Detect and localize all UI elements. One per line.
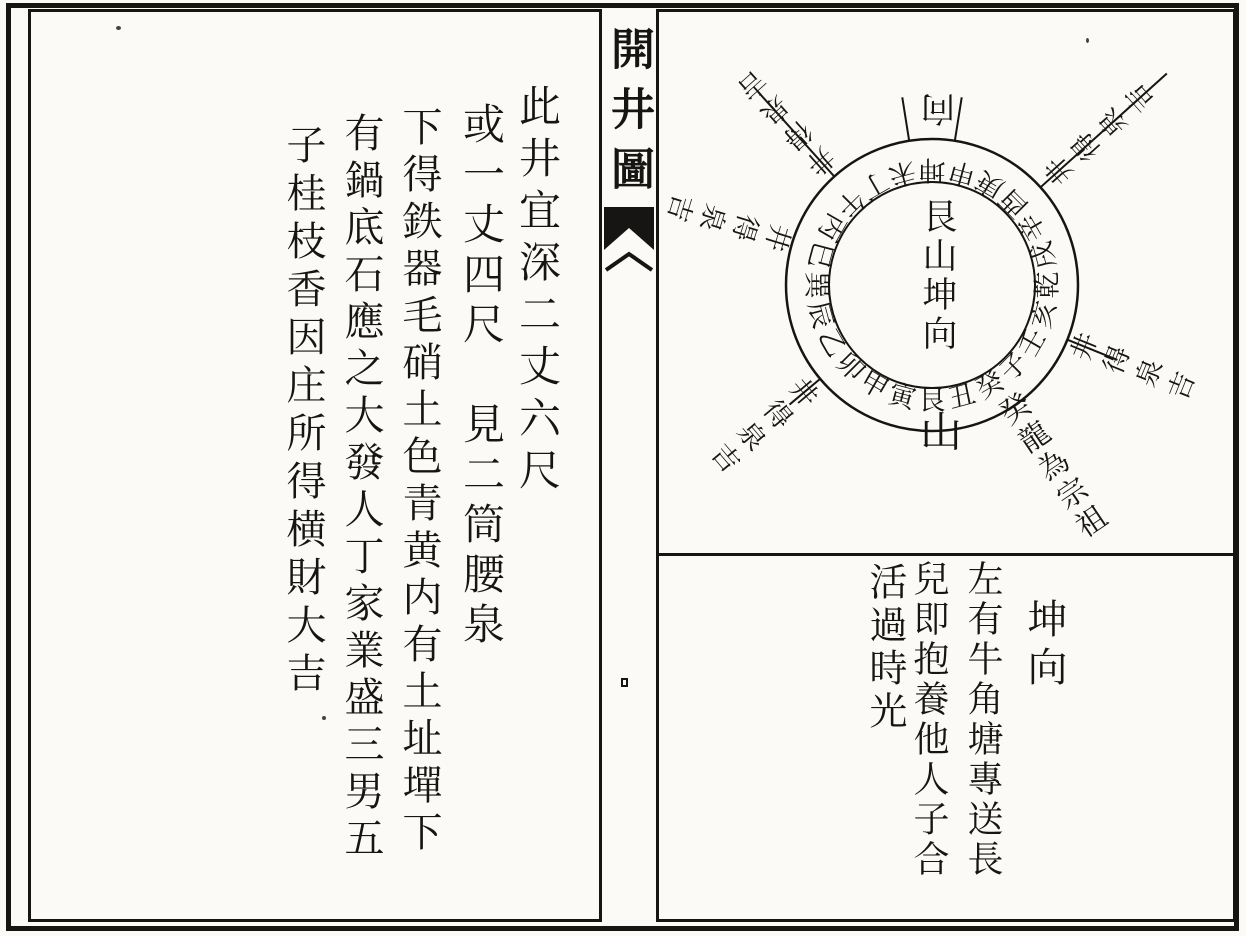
manuscript-column-2: 或一丈四尺 見二筒腰泉	[457, 102, 506, 652]
svg-text:酉: 酉	[993, 182, 1035, 224]
svg-text:丑: 丑	[944, 378, 980, 416]
section-divider	[658, 553, 1236, 556]
manuscript-column-3: 下得鉄器毛硝土色青黄内有土址墠下	[396, 106, 442, 858]
svg-text:泉: 泉	[1130, 354, 1170, 392]
svg-text:癸: 癸	[970, 365, 1010, 406]
svg-text:泉: 泉	[753, 89, 795, 131]
svg-text:得: 得	[776, 114, 818, 156]
svg-text:得: 得	[756, 394, 798, 436]
svg-text:卯: 卯	[829, 346, 871, 388]
svg-text:井: 井	[799, 139, 840, 181]
svg-text:泉: 泉	[730, 416, 772, 458]
svg-text:乙: 乙	[811, 323, 852, 363]
svg-text:井: 井	[782, 372, 824, 414]
svg-text:丙: 丙	[811, 207, 852, 247]
manuscript-column-4: 有鍋底石應之大發人丁家業盛三男五	[338, 112, 384, 864]
svg-text:吉: 吉	[1162, 367, 1202, 405]
svg-text:坤: 坤	[918, 153, 946, 185]
commentary-column-3: 活過時光	[863, 562, 907, 734]
svg-text:宗: 宗	[1050, 471, 1096, 517]
svg-text:午: 午	[829, 182, 871, 224]
ink-speck	[1086, 38, 1089, 43]
svg-text:未: 未	[884, 154, 920, 192]
svg-text:吉: 吉	[704, 438, 746, 479]
svg-text:井: 井	[1039, 149, 1081, 191]
svg-text:巽: 巽	[800, 271, 832, 299]
svg-text:亥: 亥	[1025, 297, 1063, 333]
svg-text:泉: 泉	[693, 200, 731, 236]
svg-text:井: 井	[758, 220, 796, 256]
svg-text:寅: 寅	[884, 378, 920, 416]
svg-text:吉: 吉	[730, 63, 772, 105]
svg-text:癸: 癸	[993, 386, 1039, 433]
svg-text:辛: 辛	[1012, 207, 1053, 247]
svg-text:辰: 辰	[801, 297, 839, 333]
svg-text:艮: 艮	[922, 198, 958, 238]
manuscript-column-1: 此井宜深二丈六尺	[513, 84, 562, 500]
svg-text:井: 井	[1065, 328, 1105, 366]
svg-text:得: 得	[1066, 125, 1108, 167]
fishtail-mark-icon	[602, 204, 656, 280]
svg-text:艮: 艮	[918, 385, 946, 417]
svg-text:山: 山	[922, 237, 958, 277]
svg-text:向: 向	[922, 315, 958, 355]
svg-text:龍: 龍	[1012, 414, 1058, 461]
svg-text:向: 向	[921, 88, 955, 128]
commentary-column-2: 兒即抱養他人子合	[908, 560, 949, 880]
svg-text:為: 為	[1031, 442, 1077, 489]
svg-text:申: 申	[944, 154, 980, 192]
compass-diagram	[658, 8, 1240, 553]
svg-text:巳: 巳	[801, 237, 839, 273]
svg-text:坤: 坤	[922, 276, 958, 316]
commentary-column-1: 左有牛角塘專送長	[962, 560, 1003, 880]
svg-text:山: 山	[919, 407, 963, 457]
ink-speck	[116, 26, 121, 30]
manuscript-column-5: 子桂枝香因庄所得横財大吉	[280, 124, 326, 700]
svg-text:庚: 庚	[970, 164, 1010, 205]
svg-text:泉: 泉	[1092, 101, 1134, 143]
svg-text:吉: 吉	[1119, 77, 1161, 119]
svg-text:吉: 吉	[660, 190, 699, 226]
svg-text:丁: 丁	[854, 164, 894, 205]
svg-text:甲: 甲	[854, 365, 894, 406]
spine-square-mark	[621, 678, 628, 687]
ink-speck	[322, 716, 326, 720]
svg-text:乾: 乾	[1032, 271, 1064, 299]
svg-text:得: 得	[1098, 341, 1137, 379]
svg-text:祖: 祖	[1069, 499, 1115, 546]
svg-text:戌: 戌	[1025, 237, 1063, 273]
svg-text:子: 子	[993, 346, 1035, 388]
svg-text:壬: 壬	[1012, 323, 1053, 363]
spine-title: 開井圖	[603, 26, 654, 206]
svg-text:得: 得	[725, 210, 764, 246]
commentary-heading: 坤向	[1021, 598, 1067, 694]
